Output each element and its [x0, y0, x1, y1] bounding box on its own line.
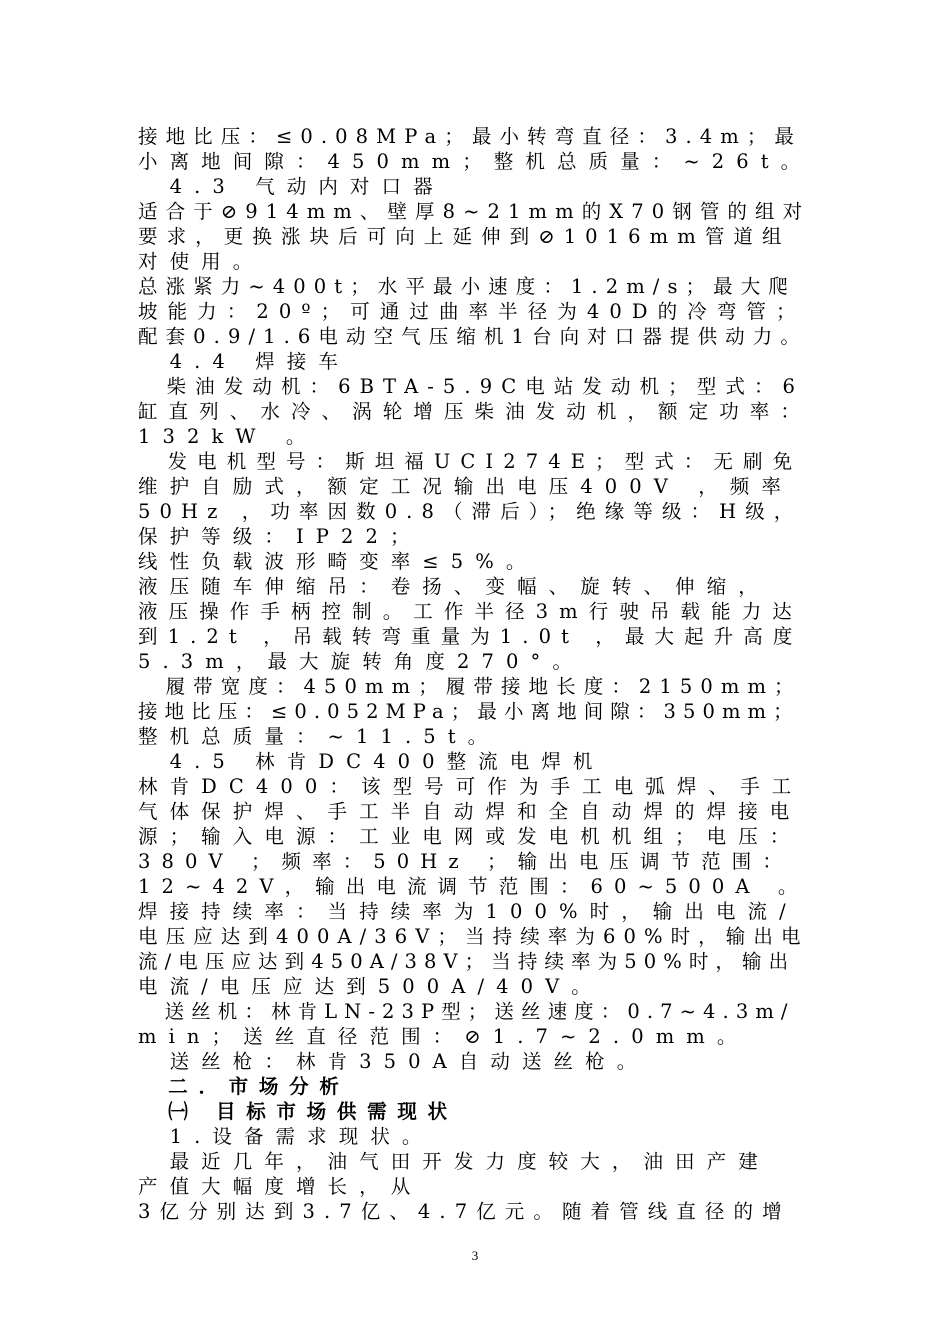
text-line: 液压操作手柄控制。工作半径3m行驶吊载能力达: [138, 600, 803, 623]
text-line: 适合于⊘914mm、壁厚8~21mm的X70钢管的组对: [138, 200, 811, 223]
text-line: 小离地间隙：450mm；整机总质量：~26t。: [138, 150, 813, 173]
page-number: 3: [471, 1248, 479, 1263]
text-line: 发电机型号：斯坦福UCI274E；型式：无刷免: [138, 450, 803, 473]
text-line: 总涨紧力~400t；水平最小速度：1.2m/s；最大爬: [138, 275, 796, 298]
text-line: 液压随车伸缩吊：卷扬、变幅、旋转、伸缩，: [138, 575, 770, 598]
text-line: 履带宽度：450mm；履带接地长度：2150mm；: [138, 675, 802, 698]
text-line: 电压应达到400A/36V；当持续率为60%时，输出电: [138, 925, 809, 948]
text-line: 接地比压：≤0.08MPa；最小转弯直径：3.4m；最: [138, 125, 803, 148]
text-line: 配套0.9/1.6电动空气压缩机1台向对口器提供动力。: [138, 325, 808, 348]
section-heading: 4.4 焊接车: [138, 350, 350, 373]
text-line: 柴油发动机：6BTA-5.9C电站发动机；型式：6: [138, 375, 805, 398]
section-heading: 4.5 林肯DC400整流电焊机: [138, 750, 605, 773]
text-line: 保护等级：IP22；: [138, 525, 422, 548]
text-line: 电流/电压应达到500A/40V。: [138, 975, 603, 998]
text-line: 源；输入电源：工业电网或发电机机组；电压：: [138, 825, 802, 848]
text-line: 流/电压应达到450A/38V；当持续率为50%时，输出: [138, 950, 796, 973]
text-line: 380V ；频率：50Hz ；输出电压调节范围：: [138, 850, 793, 873]
text-line: 50Hz ，功率因数0.8（滞后）；绝缘等级：H级，: [138, 500, 803, 523]
text-line: 132kW 。: [138, 425, 318, 448]
text-line: 对使用。: [138, 250, 265, 273]
chapter-heading: 二．市场分析: [138, 1075, 350, 1098]
text-line: 产值大幅度增长，从: [138, 1175, 423, 1198]
text-line: 维护自励式，额定工况输出电压400V ，频率: [138, 475, 793, 498]
text-line: 焊接持续率：当持续率为100%时，输出电流/: [138, 900, 798, 923]
text-line: 气体保护焊、手工半自动焊和全自动焊的焊接电: [138, 800, 802, 823]
text-line: 线性负载波形畸变率≤5%。: [138, 550, 538, 573]
text-line: 最近几年，油气田开发力度较大，油田产建: [138, 1150, 770, 1173]
text-line: 送丝机：林肯LN-23P型；送丝速度：0.7~4.3m/: [138, 1000, 795, 1023]
text-line: min；送丝直径范围：⊘1.7~2.0mm。: [138, 1025, 749, 1048]
text-line: 3亿分别达到3.7亿、4.7亿元。随着管线直径的增: [138, 1200, 791, 1223]
text-line: 缸直列、水冷、涡轮增压柴油发动机，额定功率：: [138, 400, 811, 423]
text-line: 到1.2t ，吊载转弯重量为1.0t ，最大起升高度: [138, 625, 803, 648]
text-line: 要求，更换涨块后可向上延伸到⊘1016mm管道组: [138, 225, 791, 248]
section-heading: 4.3 气动内对口器: [138, 175, 445, 198]
text-line: 5.3m，最大旋转角度270°。: [138, 650, 584, 673]
text-line: 接地比压：≤0.052MPa；最小离地间隙：350mm；: [138, 700, 800, 723]
text-line: 送丝枪：林肯350A自动送丝枪。: [138, 1050, 649, 1073]
subsection-heading: ㈠ 目标市场供需现状: [138, 1100, 458, 1123]
text-line: 整机总质量：~11.5t。: [138, 725, 500, 748]
text-line: 坡能力：20º；可通过曲率半径为40D的冷弯管；: [138, 300, 806, 323]
text-line: 12~42V，输出电流调节范围：60~500A 。: [138, 875, 809, 898]
text-line: 1.设备需求现状。: [138, 1125, 434, 1148]
text-line: 林肯DC400：该型号可作为手工电弧焊、手工: [138, 775, 804, 798]
